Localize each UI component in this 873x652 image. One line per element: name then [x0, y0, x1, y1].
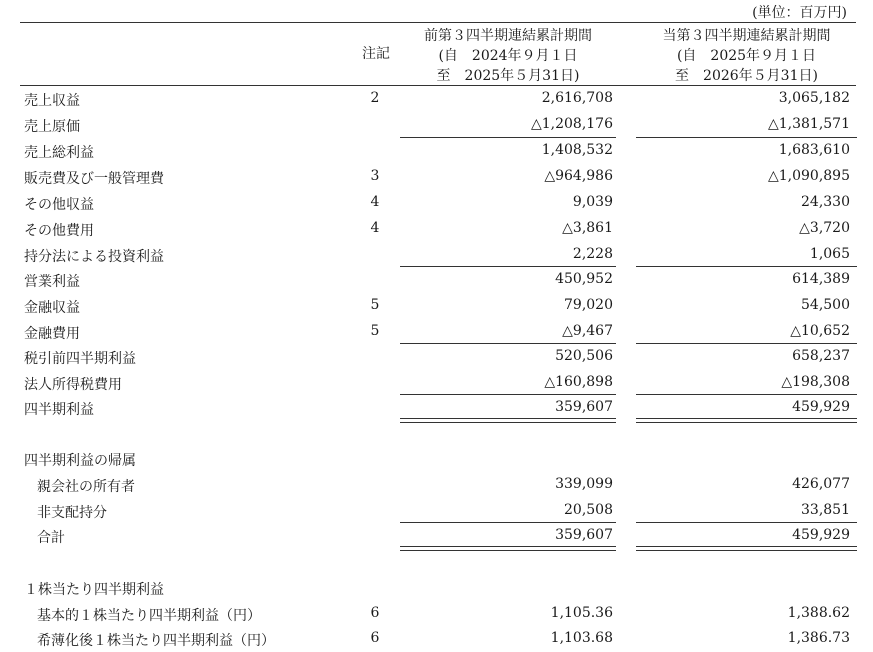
- table-row: [0, 138, 873, 164]
- row-prev-value: 20,508: [564, 502, 613, 518]
- row-prev-value: 450,952: [555, 271, 613, 287]
- row-curr-value: 33,851: [801, 502, 850, 518]
- table-row: [0, 216, 873, 242]
- row-prev-value: 79,020: [564, 297, 613, 313]
- row-curr-value: △3,720: [799, 220, 850, 236]
- curr-period-title: 当第３四半期連結累計期間: [662, 28, 831, 44]
- prev-period-from: (自 2024年９月１日: [438, 48, 578, 64]
- table-row: [0, 498, 873, 524]
- row-curr-value: 1,386.73: [787, 630, 850, 646]
- row-label: 四半期利益: [24, 402, 94, 418]
- section-heading-row: [0, 446, 873, 472]
- row-label: 売上収益: [24, 93, 80, 109]
- row-note: 4: [370, 220, 380, 236]
- table-row: [0, 190, 873, 216]
- row-curr-value: 614,389: [792, 271, 850, 287]
- row-label: 金融収益: [24, 300, 80, 316]
- row-prev-value: 359,607: [555, 527, 613, 543]
- row-label: 売上原価: [24, 119, 80, 135]
- row-note: 2: [370, 90, 380, 106]
- row-curr-value: 1,065: [809, 246, 850, 262]
- row-label: 売上総利益: [24, 145, 94, 161]
- row-label: 非支配持分: [37, 505, 107, 521]
- row-curr-value: △1,381,571: [767, 116, 850, 132]
- row-label: 税引前四半期利益: [24, 351, 136, 367]
- row-curr-value: △10,652: [790, 323, 850, 339]
- row-prev-value: △1,208,176: [530, 116, 613, 132]
- prev-period-title: 前第３四半期連結累計期間: [424, 28, 592, 44]
- row-label: 金融費用: [24, 326, 80, 342]
- table-row: [0, 472, 873, 498]
- row-prev-value: 2,616,708: [541, 90, 613, 106]
- section-heading-row: [0, 575, 873, 601]
- prev-period-to: 至 2025年５月31日): [436, 68, 580, 84]
- row-label: 基本的１株当たり四半期利益（円）: [37, 608, 261, 624]
- row-prev-value: 2,228: [572, 246, 613, 262]
- row-prev-value: 1,408,532: [541, 142, 613, 158]
- row-curr-value: 658,237: [792, 348, 850, 364]
- row-curr-value: △1,090,895: [767, 168, 850, 184]
- row-note: 5: [370, 297, 380, 313]
- table-row: [0, 242, 873, 268]
- row-curr-value: 54,500: [801, 297, 850, 313]
- row-curr-value: 24,330: [801, 194, 850, 210]
- row-curr-value: 426,077: [792, 476, 850, 492]
- total-double-rule: [636, 418, 857, 423]
- row-label: 合計: [37, 530, 65, 546]
- row-label: その他費用: [24, 223, 94, 239]
- row-curr-value: 3,065,182: [778, 90, 850, 106]
- row-curr-value: △198,308: [781, 374, 850, 390]
- total-double-rule: [400, 546, 616, 551]
- note-column-header: 注記: [362, 46, 390, 62]
- table-row: [0, 319, 873, 345]
- row-curr-value: 1,683,610: [778, 142, 850, 158]
- eps-title: １株当たり四半期利益: [24, 582, 164, 598]
- unit-label: (単位：百万円): [752, 5, 847, 21]
- row-prev-value: 1,105.36: [550, 605, 613, 621]
- row-prev-value: 339,099: [555, 476, 613, 492]
- total-double-rule: [636, 546, 857, 551]
- header-top-rule: [20, 22, 856, 23]
- row-label: 希薄化後１株当たり四半期利益（円）: [37, 633, 275, 649]
- row-note: 4: [370, 194, 380, 210]
- table-row: [0, 626, 873, 652]
- table-row: [0, 164, 873, 190]
- table-row: [0, 267, 873, 293]
- attribution-title: 四半期利益の帰属: [24, 453, 136, 469]
- row-label: 営業利益: [24, 274, 80, 290]
- row-curr-value: 1,388.62: [787, 605, 850, 621]
- row-note: 5: [370, 323, 380, 339]
- row-prev-value: 359,607: [555, 399, 613, 415]
- total-double-rule: [400, 418, 616, 423]
- row-curr-value: 459,929: [792, 527, 850, 543]
- row-prev-value: 520,506: [555, 348, 613, 364]
- row-label: 販売費及び一般管理費: [24, 171, 164, 187]
- row-label: 親会社の所有者: [37, 479, 135, 495]
- row-curr-value: 459,929: [792, 399, 850, 415]
- row-prev-value: 9,039: [572, 194, 613, 210]
- row-label: その他収益: [24, 197, 94, 213]
- row-note: 6: [370, 605, 380, 621]
- row-note: 6: [370, 630, 380, 646]
- table-row: [0, 86, 873, 112]
- table-row: [0, 293, 873, 319]
- table-row: [0, 344, 873, 370]
- curr-period-from: (自 2025年９月１日: [676, 48, 817, 64]
- row-prev-value: △964,986: [544, 168, 613, 184]
- prev-period-header: [400, 26, 616, 86]
- row-prev-value: △3,861: [562, 220, 613, 236]
- row-label: 持分法による投資利益: [24, 249, 164, 265]
- row-label: 法人所得税費用: [24, 377, 122, 393]
- row-prev-value: △9,467: [562, 323, 613, 339]
- table-row: [0, 370, 873, 396]
- row-prev-value: 1,103.68: [550, 630, 613, 646]
- curr-period-header: [636, 26, 857, 86]
- row-note: 3: [370, 168, 380, 184]
- curr-period-to: 至 2026年５月31日): [675, 68, 818, 84]
- table-row: [0, 112, 873, 138]
- row-prev-value: △160,898: [544, 374, 613, 390]
- table-row: [0, 601, 873, 627]
